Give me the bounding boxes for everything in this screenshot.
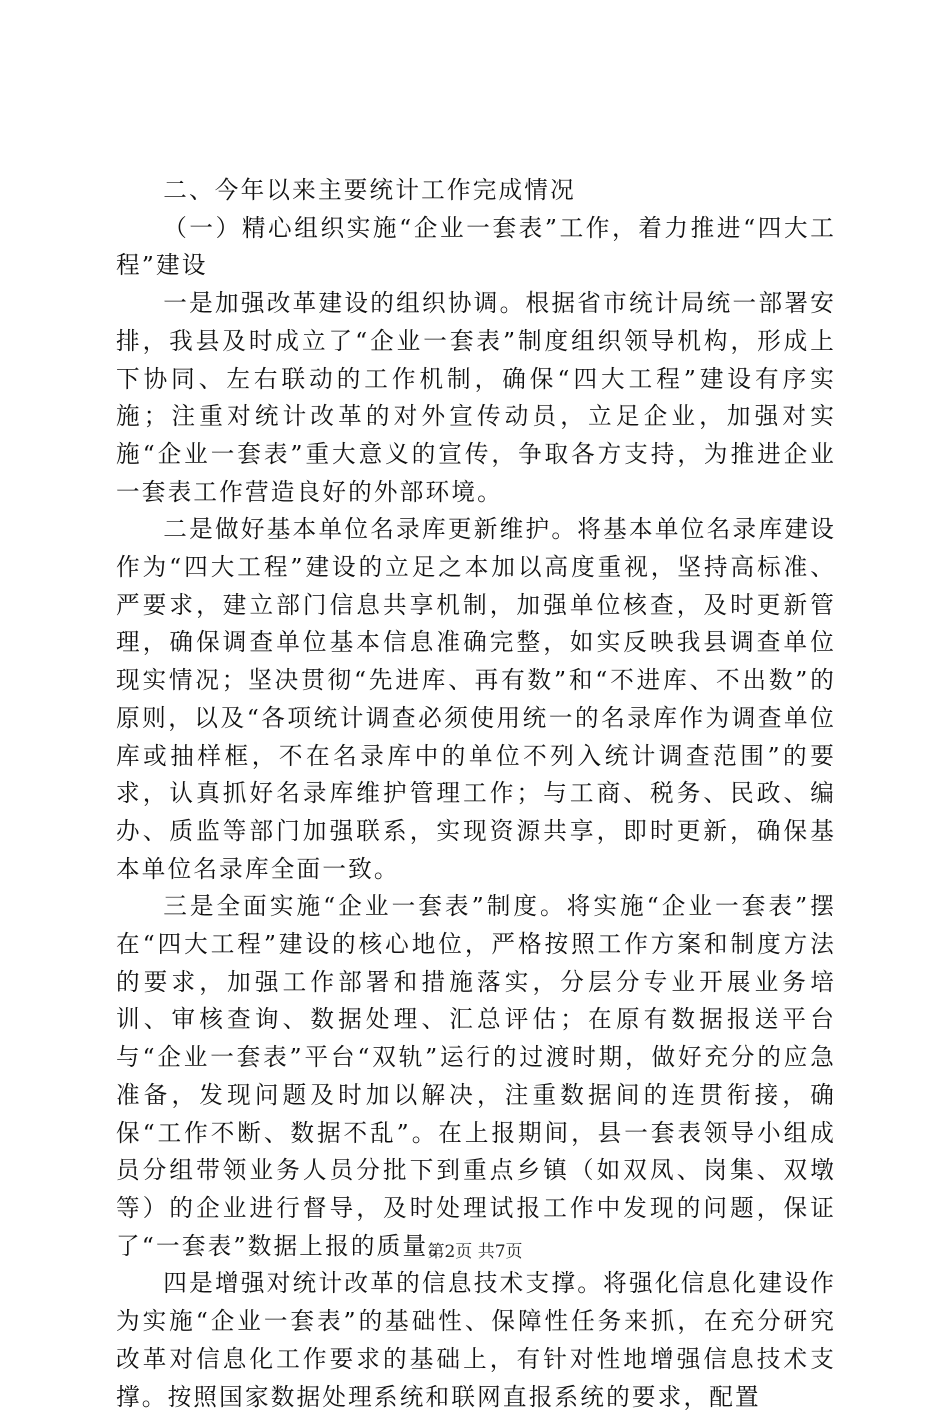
subsection-heading: （一）精心组织实施“企业一套表”工作，着力推进“四大工程”建设 — [116, 213, 836, 280]
document-body — [116, 172, 836, 1416]
page-footer: 第2页 共7页 — [427, 1242, 523, 1262]
body-paragraph: 四是增强对统计改革的信息技术支撑。将强化信息化建设作为实施“企业一套表”的基础性、保障性任务来抓，在充分研究改革对信息化工作要求的基础上，有针对性地增强信息技术支撑。按照国家数据处理系统和联网直报系统的要求，配置 — [116, 1269, 836, 1411]
section-heading: 二、今年以来主要统计工作完成情况 — [163, 176, 576, 204]
body-paragraph: 二是做好基本单位名录库更新维护。将基本单位名录库建设作为“四大工程”建设的立足之本加以高度重视，坚持高标准、严要求，建立部门信息共享机制，加强单位核查，及时更新管理，确保调查单位基本信息准确完整，如实反映我县调查单位现实情况；坚决贯彻“先进库、再有数”和“不进库、不出数”的原则，以及“各项统计调查必须使用统一的名录库作为调查单位库或抽样框，不在名录库中的单位不列入统计调查范围”的要求，认真抓好名录库维护管理工作；与工商、税务、民政、编办、质监等部门加强联系，实现资源共享，即时更新，确保基本单位名录库全面一致。 — [116, 515, 836, 883]
body-paragraph: 一是加强改革建设的组织协调。根据省市统计局统一部署安排，我县及时成立了“企业一套表”制度组织领导机构，形成上下协同、左右联动的工作机制，确保“四大工程”建设有序实施；注重对统计改革的对外宣传动员，立足企业，加强对实施“企业一套表”重大意义的宣传，争取各方支持，为推进企业一套表工作营造良好的外部环境。 — [116, 289, 836, 506]
body-paragraph: 三是全面实施“企业一套表”制度。将实施“企业一套表”摆在“四大工程”建设的核心地位，严格按照工作方案和制度方法的要求，加强工作部署和措施落实，分层分专业开展业务培训、审核查询、数据处理、汇总评估；在原有数据报送平台与“企业一套表”平台“双轨”运行的过渡时期，做好充分的应急准备，发现问题及时加以解决，注重数据间的连贯衔接，确保“工作不断、数据不乱”。在上报期间，县一套表领导小组成员分组带领业务人员分批下到重点乡镇（如双凤、岗集、双墩等）的企业进行督导，及时处理试报工作中发现的问题，保证了“一套表”数据上报的质量。 — [116, 892, 836, 1260]
